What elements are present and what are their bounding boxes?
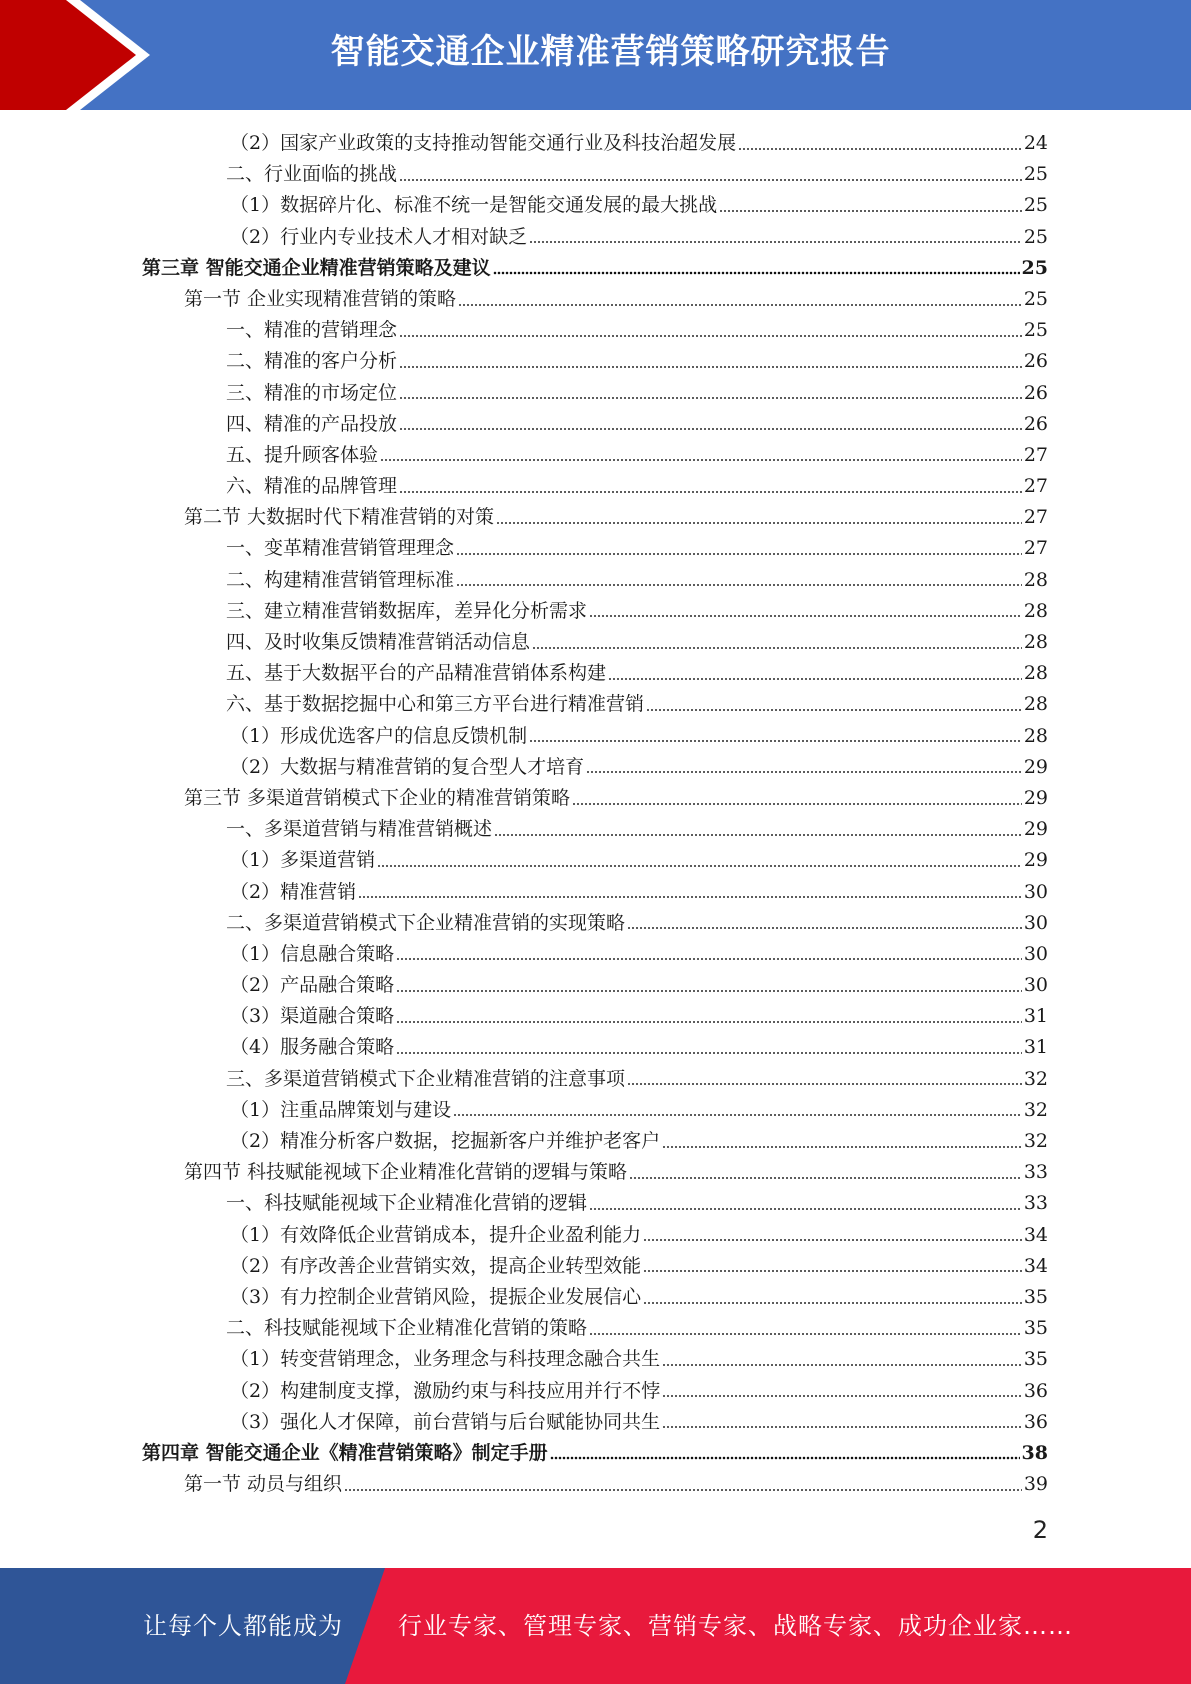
toc-entry[interactable] — [0, 845, 1191, 876]
toc-entry-title: 一、多渠道营销与精准营销概述 — [226, 818, 493, 841]
footer-slogan-left: 让每个人都能成为 — [143, 1612, 343, 1640]
toc-entry-title: （2）有序改善企业营销实效，提高企业转型效能 — [230, 1254, 642, 1277]
toc-entry-title: 第三节 多渠道营销模式下企业的精准营销策略 — [184, 786, 571, 809]
toc-entry[interactable] — [0, 1001, 1191, 1032]
report-title: 智能交通企业精准营销策略研究报告 — [330, 32, 891, 72]
toc-entry-page: 30 — [1023, 880, 1048, 903]
toc-entry-title: 三、建立精准营销数据库，差异化分析需求 — [226, 599, 588, 622]
toc-entry-title: 二、构建精准营销管理标准 — [226, 568, 455, 591]
toc-entry-page: 33 — [1023, 1161, 1048, 1184]
toc-entry-title: 五、提升顾客体验 — [226, 443, 379, 466]
toc-entry[interactable] — [0, 1407, 1191, 1438]
toc-entry-title: 第一节 企业实现精准营销的策略 — [184, 287, 457, 310]
toc-entry-page: 35 — [1023, 1348, 1048, 1371]
toc-entry-page: 27 — [1023, 475, 1048, 498]
toc-entry-title: （3）有力控制企业营销风险，提振企业发展信心 — [230, 1285, 642, 1308]
toc-leader-dots — [399, 396, 1022, 400]
toc-entry-page: 35 — [1023, 1317, 1048, 1340]
toc-entry-title: （2）产品融合策略 — [230, 974, 395, 997]
toc-entry-title: （2）大数据与精准营销的复合型人才培育 — [230, 755, 585, 778]
toc-leader-dots — [453, 1113, 1022, 1117]
toc-leader-dots — [377, 864, 1022, 868]
toc-entry-title: 六、精准的品牌管理 — [226, 475, 398, 498]
toc-entry-title: （1）数据碎片化、标准不统一是智能交通发展的最大挑战 — [230, 194, 718, 217]
toc-entry[interactable] — [0, 253, 1191, 284]
page-number: 2 — [1032, 1516, 1048, 1544]
toc-entry-title: 第三章 智能交通企业精准营销策略及建议 — [142, 256, 491, 279]
toc-entry-title: 三、多渠道营销模式下企业精准营销的注意事项 — [226, 1067, 626, 1090]
toc-entry-page: 25 — [1023, 163, 1048, 186]
toc-entry[interactable] — [0, 346, 1191, 377]
toc-entry[interactable] — [0, 658, 1191, 689]
toc-entry-title: （3）强化人才保障，前台营销与后台赋能协同共生 — [230, 1410, 661, 1433]
toc-leader-dots — [529, 739, 1022, 743]
toc-entry-page: 28 — [1023, 724, 1048, 747]
toc-leader-dots — [550, 1456, 1020, 1460]
toc-entry-title: （1）信息融合策略 — [230, 942, 395, 965]
toc-leader-dots — [662, 1425, 1022, 1429]
table-of-contents — [0, 128, 1191, 1500]
toc-entry-page: 24 — [1023, 132, 1048, 154]
toc-leader-dots — [396, 1051, 1022, 1055]
toc-leader-dots — [608, 677, 1022, 681]
toc-entry-page: 28 — [1023, 568, 1048, 591]
toc-leader-dots — [589, 1207, 1022, 1211]
toc-entry-page: 34 — [1023, 1254, 1048, 1277]
toc-entry-page: 32 — [1023, 1098, 1048, 1121]
toc-leader-dots — [627, 926, 1022, 930]
toc-entry[interactable] — [0, 128, 1191, 159]
toc-entry-page: 29 — [1023, 786, 1048, 809]
page-footer — [0, 1568, 1191, 1684]
toc-entry-title: 六、基于数据挖掘中心和第三方平台进行精准营销 — [226, 693, 645, 716]
toc-entry-title: （2）行业内专业技术人才相对缺乏 — [230, 225, 528, 248]
toc-entry-page: 36 — [1023, 1379, 1048, 1402]
toc-leader-dots — [643, 1238, 1022, 1242]
toc-entry[interactable] — [0, 1126, 1191, 1157]
toc-entry-page: 29 — [1023, 818, 1048, 841]
toc-leader-dots — [589, 614, 1022, 618]
toc-leader-dots — [643, 1301, 1022, 1305]
toc-entry-title: 第四节 科技赋能视域下企业精准化营销的逻辑与策略 — [184, 1161, 628, 1184]
toc-entry-page: 35 — [1023, 1285, 1048, 1308]
toc-entry[interactable] — [0, 1313, 1191, 1344]
toc-entry[interactable] — [0, 783, 1191, 814]
toc-leader-dots — [456, 552, 1022, 556]
toc-leader-dots — [399, 365, 1022, 369]
toc-entry-title: 四、精准的产品投放 — [226, 412, 398, 435]
toc-entry-page: 31 — [1023, 1036, 1048, 1059]
toc-leader-dots — [399, 334, 1022, 338]
toc-leader-dots — [344, 1488, 1022, 1492]
toc-entry[interactable] — [0, 1157, 1191, 1188]
toc-entry[interactable] — [0, 877, 1191, 908]
toc-entry[interactable] — [0, 596, 1191, 627]
toc-entry-page: 28 — [1023, 662, 1048, 685]
toc-leader-dots — [399, 178, 1022, 182]
toc-leader-dots — [396, 989, 1022, 993]
toc-entry-title: （1）注重品牌策划与建设 — [230, 1098, 452, 1121]
toc-leader-dots — [456, 583, 1022, 587]
toc-entry-page: 28 — [1023, 631, 1048, 653]
toc-entry-title: 一、精准的营销理念 — [226, 319, 398, 342]
toc-entry[interactable] — [0, 721, 1191, 752]
toc-entry-title: （1）形成优选客户的信息反馈机制 — [230, 724, 528, 747]
toc-entry-page: 27 — [1023, 443, 1048, 466]
toc-entry-title: 五、基于大数据平台的产品精准营销体系构建 — [226, 662, 607, 685]
toc-leader-dots — [399, 490, 1022, 494]
footer-slogan-right: 行业专家、管理专家、营销专家、战略专家、成功企业家…… — [398, 1612, 1073, 1640]
toc-leader-dots — [662, 1145, 1022, 1149]
toc-entry-page: 29 — [1023, 849, 1048, 872]
toc-entry[interactable] — [0, 1220, 1191, 1251]
toc-entry-title: 第二节 大数据时代下精准营销的对策 — [184, 506, 495, 529]
toc-entry[interactable] — [0, 284, 1191, 315]
toc-entry-title: 一、科技赋能视域下企业精准化营销的逻辑 — [226, 1192, 588, 1215]
toc-entry-page: 39 — [1023, 1473, 1048, 1496]
toc-entry-title: 二、精准的客户分析 — [226, 350, 398, 373]
toc-entry-title: （1）有效降低企业营销成本，提升企业盈利能力 — [230, 1223, 642, 1246]
toc-entry-page: 26 — [1023, 381, 1048, 404]
toc-leader-dots — [396, 957, 1022, 961]
toc-entry-title: 第一节 动员与组织 — [184, 1473, 343, 1496]
toc-entry[interactable] — [0, 752, 1191, 783]
toc-entry[interactable] — [0, 1376, 1191, 1407]
toc-entry-title: （3）渠道融合策略 — [230, 1005, 395, 1028]
toc-entry[interactable] — [0, 378, 1191, 409]
toc-entry[interactable] — [0, 222, 1191, 253]
toc-entry[interactable] — [0, 565, 1191, 596]
toc-entry-page: 32 — [1023, 1067, 1048, 1090]
toc-entry[interactable] — [0, 1032, 1191, 1063]
toc-entry-page: 30 — [1023, 942, 1048, 965]
toc-leader-dots — [719, 209, 1022, 213]
toc-entry-title: 二、多渠道营销模式下企业精准营销的实现策略 — [226, 911, 626, 934]
toc-leader-dots — [627, 1082, 1022, 1086]
toc-entry-title: 二、科技赋能视域下企业精准化营销的策略 — [226, 1317, 588, 1340]
toc-entry[interactable] — [0, 627, 1191, 658]
toc-entry-title: （1）转变营销理念，业务理念与科技理念融合共生 — [230, 1348, 661, 1371]
toc-entry-page: 26 — [1023, 412, 1048, 435]
toc-leader-dots — [646, 708, 1022, 712]
toc-leader-dots — [662, 1363, 1022, 1367]
toc-entry[interactable] — [0, 190, 1191, 221]
toc-entry[interactable] — [0, 1251, 1191, 1282]
toc-leader-dots — [358, 895, 1022, 899]
toc-entry[interactable] — [0, 315, 1191, 346]
toc-entry[interactable] — [0, 440, 1191, 471]
toc-entry-title: 一、变革精准营销管理理念 — [226, 537, 455, 560]
toc-entry-page: 33 — [1023, 1192, 1048, 1215]
toc-entry-title: （1）多渠道营销 — [230, 849, 376, 872]
toc-leader-dots — [643, 1269, 1022, 1273]
toc-entry-page: 31 — [1023, 1005, 1048, 1028]
toc-entry[interactable] — [0, 939, 1191, 970]
toc-entry-title: （2）构建制度支撑，激励约束与科技应用并行不悖 — [230, 1379, 661, 1402]
toc-entry-title: 四、及时收集反馈精准营销活动信息 — [226, 631, 531, 653]
toc-leader-dots — [532, 646, 1022, 650]
toc-entry-page: 30 — [1023, 911, 1048, 934]
toc-entry-page: 32 — [1023, 1130, 1048, 1152]
toc-leader-dots — [529, 240, 1022, 244]
toc-entry[interactable] — [0, 1282, 1191, 1313]
toc-entry-title: （2）精准分析客户数据，挖掘新客户并维护老客户 — [230, 1130, 661, 1152]
toc-entry-page: 38 — [1021, 1441, 1048, 1464]
toc-entry[interactable] — [0, 1469, 1191, 1500]
toc-entry-page: 26 — [1023, 350, 1048, 373]
toc-entry[interactable] — [0, 1344, 1191, 1375]
toc-entry[interactable] — [0, 689, 1191, 720]
toc-entry-page: 28 — [1023, 599, 1048, 622]
toc-entry[interactable] — [0, 409, 1191, 440]
toc-entry-title: 三、精准的市场定位 — [226, 381, 398, 404]
toc-leader-dots — [494, 833, 1022, 837]
toc-entry-page: 28 — [1023, 693, 1048, 716]
toc-leader-dots — [572, 802, 1022, 806]
toc-entry-title: （2）精准营销 — [230, 880, 357, 903]
toc-entry[interactable] — [0, 970, 1191, 1001]
toc-leader-dots — [399, 427, 1022, 431]
toc-entry-title: （4）服务融合策略 — [230, 1036, 395, 1059]
toc-entry[interactable] — [0, 533, 1191, 564]
toc-entry-page: 34 — [1023, 1223, 1048, 1246]
toc-entry-title: （2）国家产业政策的支持推动智能交通行业及科技治超发展 — [230, 132, 737, 154]
toc-entry-page: 27 — [1023, 506, 1048, 529]
page-header — [0, 0, 1191, 110]
toc-leader-dots — [493, 271, 1020, 275]
toc-entry-title: 第四章 智能交通企业《精准营销策略》制定手册 — [142, 1441, 548, 1464]
toc-entry-page: 25 — [1023, 194, 1048, 217]
toc-leader-dots — [458, 303, 1022, 307]
toc-leader-dots — [662, 1394, 1022, 1398]
toc-leader-dots — [629, 1176, 1022, 1180]
toc-entry-title: 二、行业面临的挑战 — [226, 163, 398, 186]
toc-entry-page: 27 — [1023, 537, 1048, 560]
toc-entry-page: 25 — [1023, 319, 1048, 342]
toc-entry-page: 25 — [1021, 256, 1048, 279]
toc-leader-dots — [738, 147, 1022, 151]
toc-entry[interactable] — [0, 1438, 1191, 1469]
toc-entry-page: 25 — [1023, 287, 1048, 310]
toc-leader-dots — [380, 458, 1022, 462]
toc-leader-dots — [496, 521, 1022, 525]
toc-entry[interactable] — [0, 502, 1191, 533]
toc-leader-dots — [589, 1332, 1022, 1336]
toc-entry[interactable] — [0, 159, 1191, 190]
toc-entry-page: 29 — [1023, 755, 1048, 778]
toc-entry[interactable] — [0, 1064, 1191, 1095]
toc-entry[interactable] — [0, 814, 1191, 845]
toc-entry-page: 36 — [1023, 1410, 1048, 1433]
toc-entry[interactable] — [0, 471, 1191, 502]
toc-entry-page: 30 — [1023, 974, 1048, 997]
toc-leader-dots — [396, 1020, 1022, 1024]
toc-leader-dots — [586, 770, 1022, 774]
toc-entry[interactable] — [0, 1095, 1191, 1126]
toc-entry-page: 25 — [1023, 225, 1048, 248]
toc-entry[interactable] — [0, 1188, 1191, 1219]
toc-entry[interactable] — [0, 908, 1191, 939]
